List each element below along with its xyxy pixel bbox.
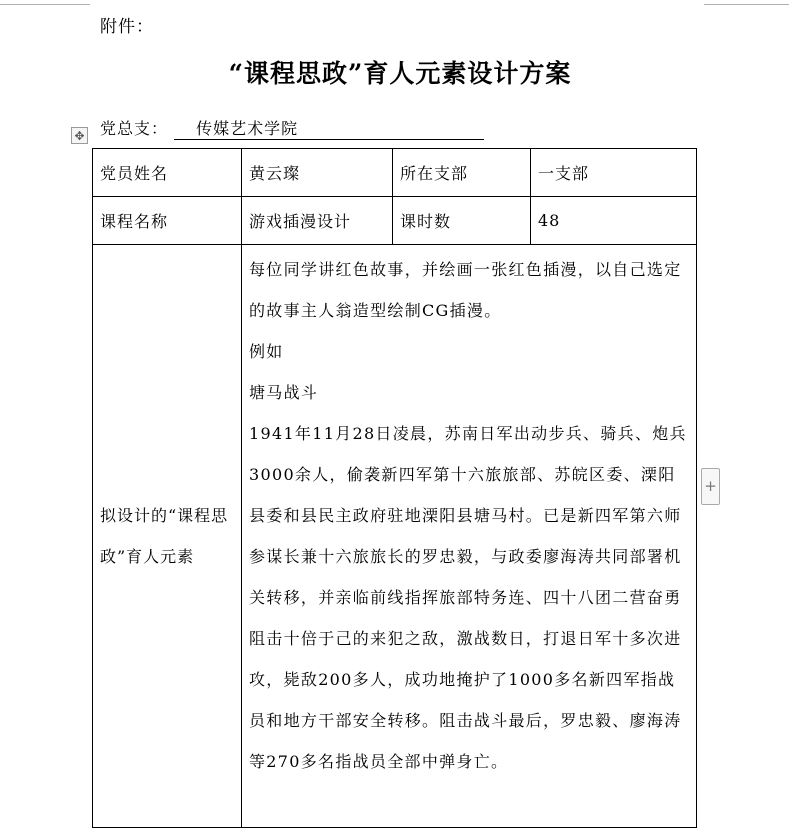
table-row: [93, 245, 697, 828]
content-paragraph: 1941年11月28日凌晨，苏南日军出动步兵、骑兵、炮兵3000余人，偷袭新四军第十六旅旅部、苏皖区委、溧阳县委和县民主政府驻地溧阳县塘马村。已是新四军第六师参谋长兼十六旅旅长的罗忠毅，与政委廖海涛共同部署机关转移，并亲临前线指挥旅部特务连、四十八团二营奋勇阻击十倍于己的来犯之敌，激战数日，打退日军十多次进攻，毙敌200多人，成功地掩护了1000多名新四军指战员和地方干部安全转移。阻击战斗最后，罗忠毅、廖海涛等270多名指战员全部中弹身亡。: [249, 424, 687, 771]
content-paragraph: 例如: [249, 342, 284, 361]
party-branch-label: 党总支：: [100, 119, 169, 138]
add-row-button[interactable]: +: [701, 468, 720, 505]
member-name-label: 党员姓名: [93, 149, 242, 197]
education-elements-label: 拟设计的“课程思政”育人元素: [93, 245, 242, 828]
class-hours-value[interactable]: 48: [531, 197, 697, 245]
attachment-label: 附件：: [100, 17, 154, 37]
branch-label: 所在支部: [393, 149, 531, 197]
document-title: “课程思政”育人元素设计方案: [228, 59, 572, 88]
class-hours-label: 课时数: [393, 197, 531, 245]
course-name-value[interactable]: 游戏插漫设计: [242, 197, 393, 245]
branch-value[interactable]: 一支部: [531, 149, 697, 197]
table-move-handle-icon[interactable]: ✥: [71, 127, 88, 144]
content-paragraph: 每位同学讲红色故事，并绘画一张红色插漫，以自己选定的故事主人翁造型绘制CG插漫。: [249, 260, 682, 320]
page-corner-mark-left: [0, 0, 90, 5]
table-row: [93, 197, 697, 245]
content-paragraph: 塘马战斗: [249, 383, 319, 402]
table-row: [93, 149, 697, 197]
course-name-label: 课程名称: [93, 197, 242, 245]
design-plan-table: [92, 148, 697, 828]
member-name-value[interactable]: 黄云璨: [242, 149, 393, 197]
education-elements-content[interactable]: [242, 245, 697, 828]
page-corner-mark-right: [704, 0, 789, 5]
party-branch-line: [100, 116, 484, 140]
party-branch-value: 传媒艺术学院: [174, 116, 484, 140]
